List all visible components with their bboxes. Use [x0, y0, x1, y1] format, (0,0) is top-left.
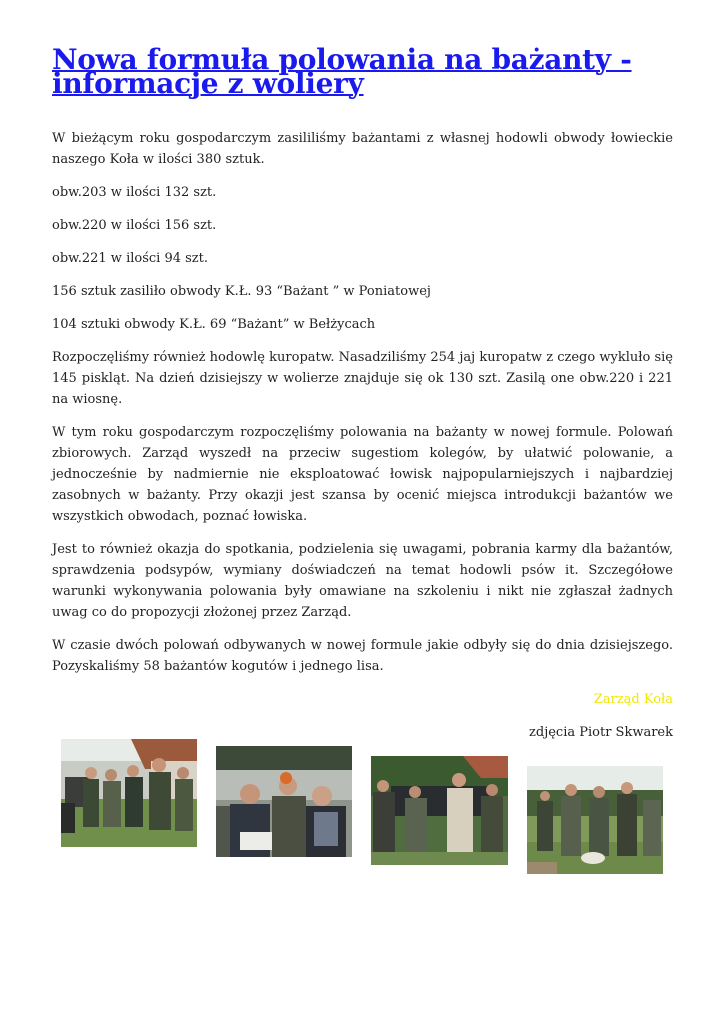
hunters-photo-3: [371, 756, 508, 865]
hunters-photo-2: [216, 746, 352, 857]
photo-credit: zdjęcia Piotr Skwarek: [529, 725, 673, 740]
signature: Zarząd Koła: [593, 692, 673, 707]
paragraph-intro: W bieżącym roku gospodarczym zasililiśmy bażantami z własnej hodowli obwody łowieckie naszego Koła w ilości 380 sztuk.: [52, 131, 673, 167]
photo-thumbnail-3[interactable]: [371, 756, 508, 865]
paragraph-obw203: obw.203 w ilości 132 szt.: [52, 185, 217, 200]
paragraph-nowa-formula: W tym roku gospodarczym rozpoczęliśmy polowania na bażanty w nowej formule. Polowań zbiorowych. Zarząd wyszedł na przeciw sugestiom kolegów, by ułatwić polowanie, a jednocześnie by nadmiernie nie eksploatować łowisk najpopularniejszych i najbardziej zasobnych w bażanty. Przy okazji jest szansa by ocenić miejsca introdukcji bażantów we wszystkich obwodach, poznać łowiska.: [52, 425, 673, 524]
paragraph-wynik: W czasie dwóch polowań odbywanych w nowej formule jakie odbyły się do dnia dzisiejszego. Pozyskaliśmy 58 bażantów kogutów i jednego lisa.: [52, 638, 673, 674]
paragraph-obw220: obw.220 w ilości 156 szt.: [52, 218, 217, 233]
paragraph-kuropatwy: Rozpoczęliśmy również hodowlę kuropatw. Nasadziliśmy 254 jaj kuropatw z czego wykluło się 145 piskląt. Na dzień dzisiejszy w wolierze znajduje się ok 130 szt. Zasilą one obw.220 i 221 na wiosnę.: [52, 350, 673, 407]
hunters-photo-1: [61, 739, 197, 847]
paragraph-kl69: 104 sztuki obwody K.Ł. 69 “Bażant” w Bełżycach: [52, 317, 376, 332]
photo-thumbnail-4[interactable]: [527, 766, 663, 874]
hunters-photo-4: [527, 766, 663, 874]
photo-thumbnail-1[interactable]: [61, 739, 197, 847]
article-title-link[interactable]: Nowa formuła polowania na bażanty - informacje z woliery: [52, 43, 632, 100]
paragraph-okazja: Jest to również okazja do spotkania, podzielenia się uwagami, pobrania karmy dla bażantów, sprawdzenia podsypów, wymiany doświadczeń na temat hodowli psów it. Szczegółowe warunki wykonywania polowania były omawiane na szkoleniu i nikt nie zgłaszał żadnych uwag co do propozycji złożonej przez Zarząd.: [52, 542, 673, 620]
photo-thumbnail-2[interactable]: [216, 746, 352, 857]
article-body: [52, 128, 673, 755]
paragraph-obw221: obw.221 w ilości 94 szt.: [52, 251, 209, 266]
paragraph-kl93: 156 sztuk zasiliło obwody K.Ł. 93 “Bażant ” w Poniatowej: [52, 284, 431, 299]
